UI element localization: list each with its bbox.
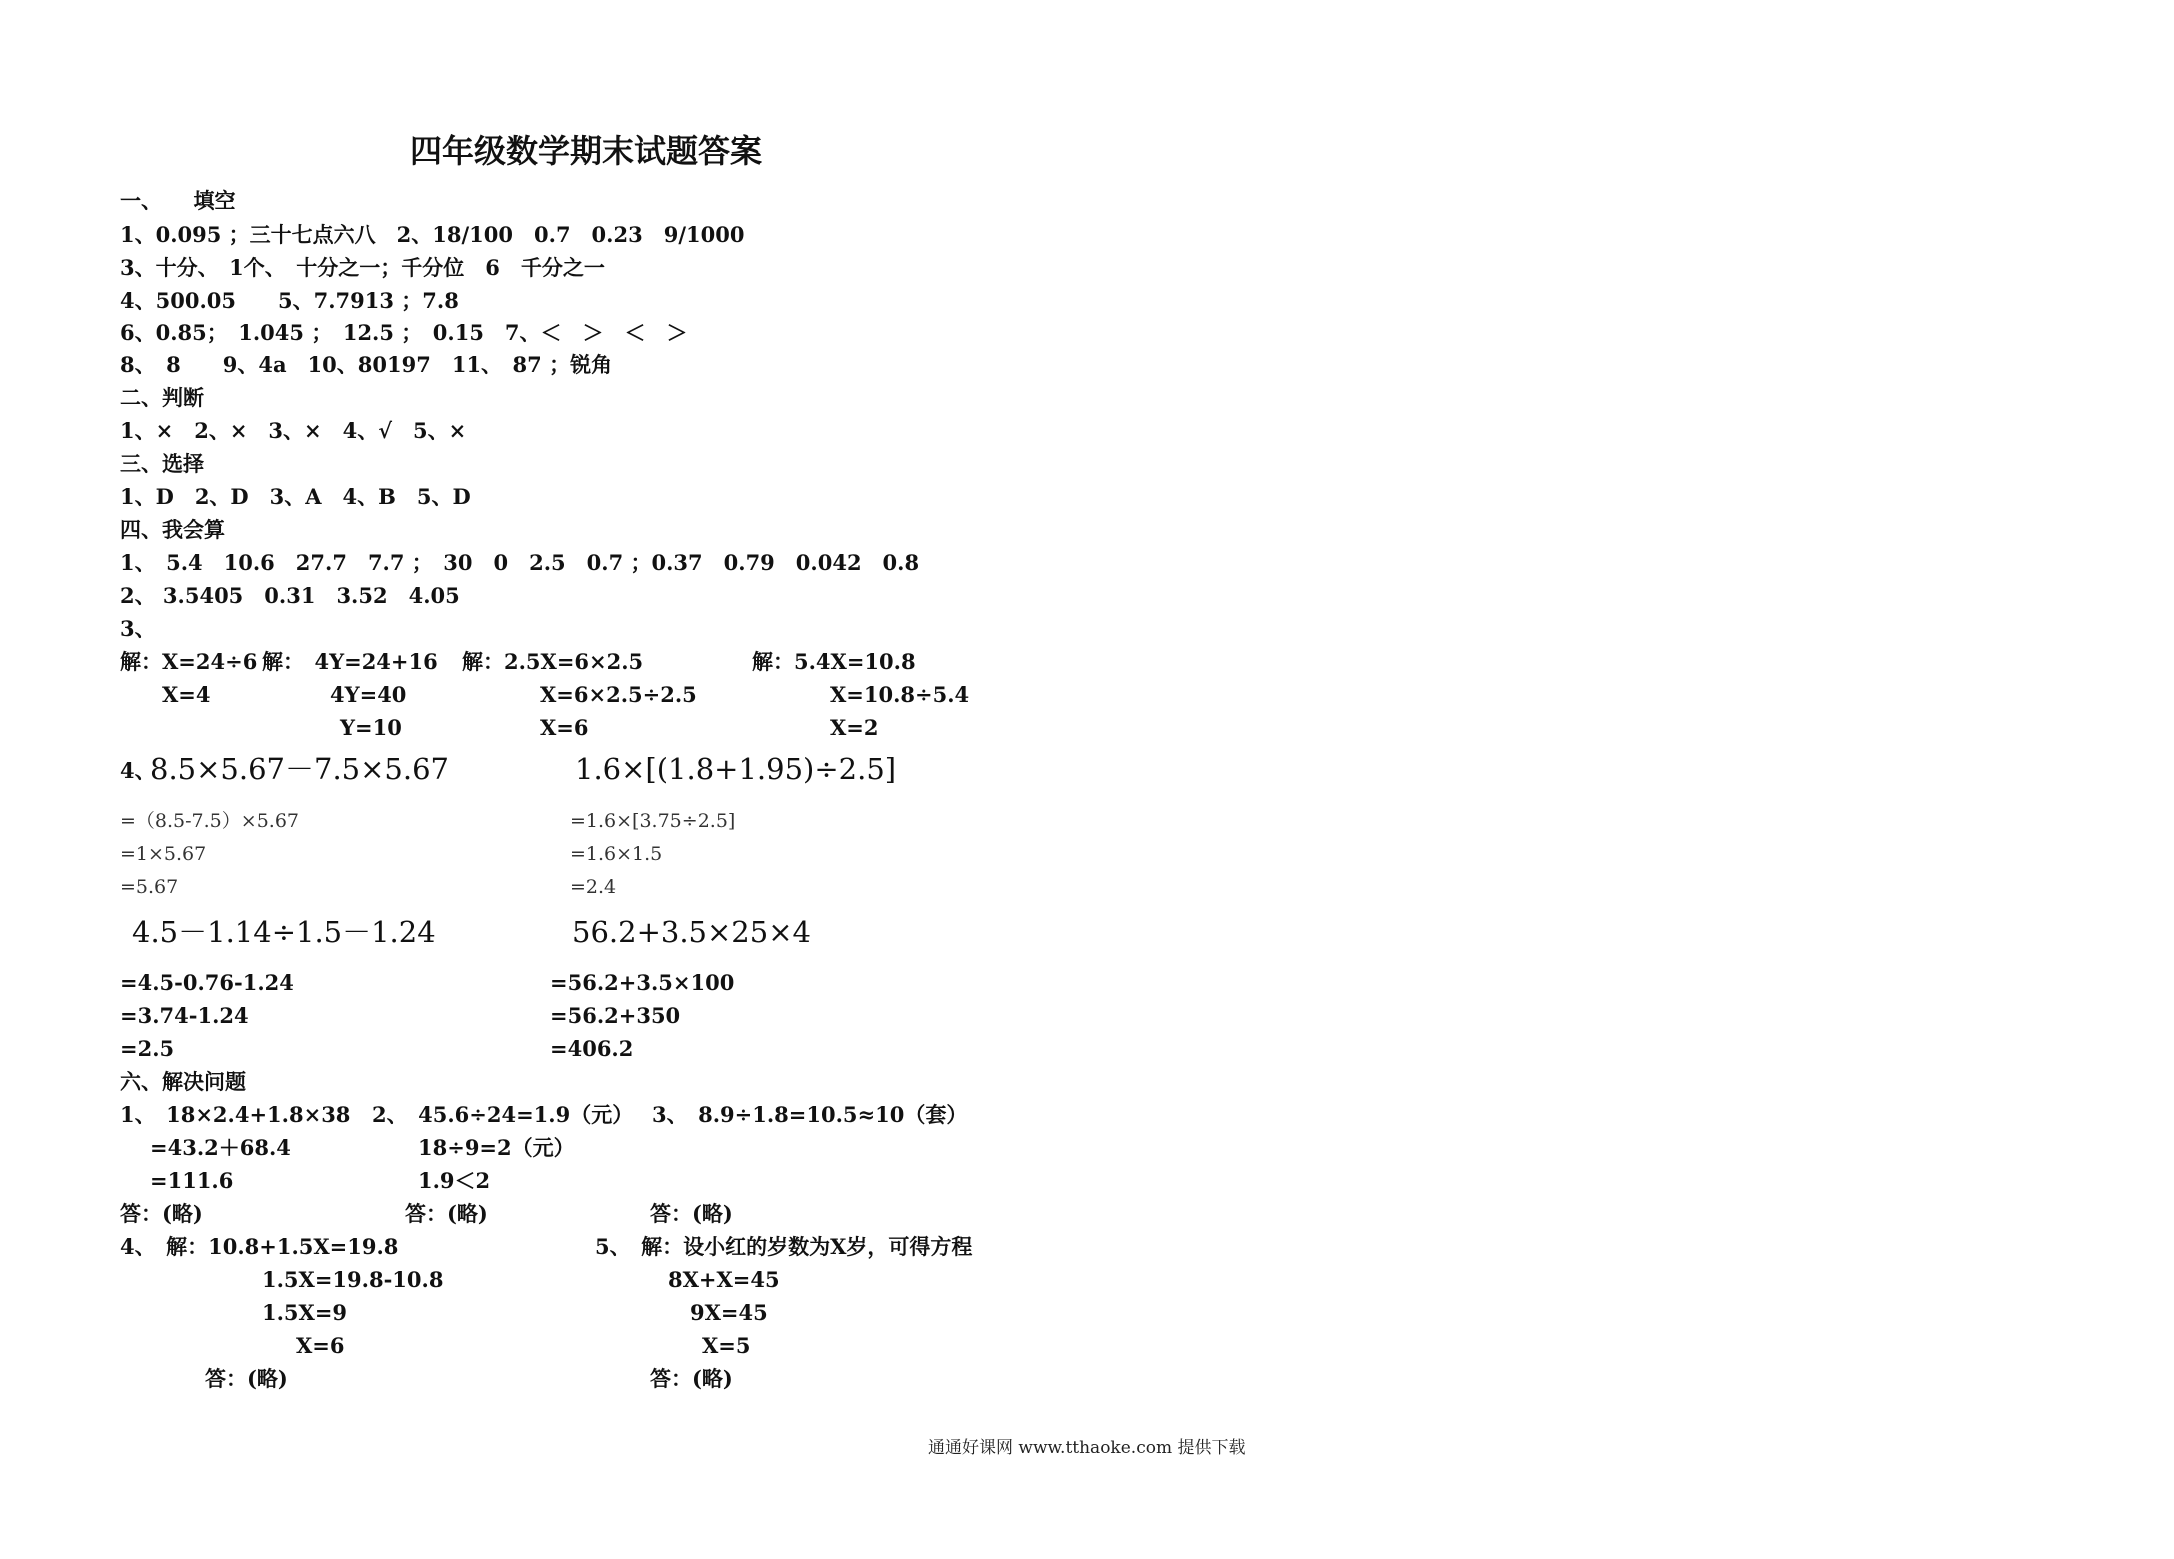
answer-omitted: 答：(略): [650, 1201, 733, 1226]
calc-prefix: 4、: [120, 758, 156, 783]
equation-a-line1: 解：X=24÷6: [120, 649, 258, 674]
problem-2-line1: 2、 45.6÷24=1.9（元）: [372, 1102, 634, 1127]
answer-line: 3、: [120, 616, 156, 641]
equation-c-line3: X=6: [540, 715, 589, 740]
section-calc-heading: 四、我会算: [120, 517, 225, 542]
problem-1-line1: 1、 18×2.4+1.8×38: [120, 1102, 351, 1127]
calc-step: =1.6×1.5: [570, 843, 663, 865]
section-problems-heading: 六、解决问题: [120, 1069, 246, 1094]
footer-credit: 通通好课网 www.tthaoke.com 提供下载: [928, 1438, 1246, 1458]
problem-4-line2: 1.5X=19.8-10.8: [262, 1267, 444, 1292]
answer-line: 1、× 2、× 3、× 4、√ 5、×: [120, 418, 467, 443]
problem-2-line2: 18÷9=2（元）: [418, 1135, 575, 1160]
equation-d-line1: 解：5.4X=10.8: [752, 649, 916, 674]
calc-step: =406.2: [550, 1036, 634, 1061]
calc-step: =5.67: [120, 876, 179, 898]
equation-b-line3: Y=10: [340, 715, 402, 740]
answer-omitted: 答：(略): [205, 1366, 288, 1391]
calc-step: =1.6×[3.75÷2.5]: [570, 810, 736, 832]
calc-expression-1: 8.5×5.67－7.5×5.67: [150, 752, 449, 786]
calc-step: =56.2+350: [550, 1003, 681, 1028]
problem-5-line3: 9X=45: [690, 1300, 768, 1325]
equation-b-line2: 4Y=40: [330, 682, 407, 707]
answer-line: 4、500.05 5、7.7913 ；7.8: [120, 288, 459, 313]
answer-omitted: 答：(略): [120, 1201, 203, 1226]
answer-omitted: 答：(略): [405, 1201, 488, 1226]
problem-4-line4: X=6: [296, 1333, 345, 1358]
problem-5-line4: X=5: [702, 1333, 751, 1358]
answer-line: 1、0.095 ；三十七点六八 2、18/100 0.7 0.23 9/1000: [120, 222, 745, 247]
problem-5-line2: 8X+X=45: [668, 1267, 780, 1292]
calc-step: =2.5: [120, 1036, 175, 1061]
page-title: 四年级数学期末试题答案: [410, 132, 763, 170]
answer-line: 6、0.85； 1.045 ； 12.5 ； 0.15 7、＜ ＞ ＜ ＞: [120, 320, 688, 345]
calc-step: =56.2+3.5×100: [550, 970, 735, 995]
calc-step: =3.74-1.24: [120, 1003, 249, 1028]
section-judge-heading: 二、判断: [120, 385, 204, 410]
calc-step: =（8.5-7.5）×5.67: [120, 810, 299, 832]
calc-step: =2.4: [570, 876, 617, 898]
section-choice-heading: 三、选择: [120, 451, 204, 476]
problem-2-line3: 1.9＜2: [418, 1168, 491, 1193]
section-fill-blank-heading: 一、 填空: [120, 188, 236, 213]
equation-d-line2: X=10.8÷5.4: [830, 682, 970, 707]
calc-step: =1×5.67: [120, 843, 207, 865]
equation-d-line3: X=2: [830, 715, 879, 740]
equation-b-line1: 解： 4Y=24+16: [262, 649, 438, 674]
equation-c-line1: 解：2.5X=6×2.5: [462, 649, 644, 674]
calc-expression-4: 56.2+3.5×25×4: [572, 915, 811, 949]
answer-line: 3、十分、 1个、 十分之一；千分位 6 千分之一: [120, 255, 605, 280]
answer-omitted: 答：(略): [650, 1366, 733, 1391]
calc-step: =4.5-0.76-1.24: [120, 970, 294, 995]
answer-line: 1、D 2、D 3、A 4、B 5、D: [120, 484, 471, 509]
problem-3-line1: 3、 8.9÷1.8=10.5≈10（套）: [652, 1102, 968, 1127]
answer-line: 1、 5.4 10.6 27.7 7.7 ； 30 0 2.5 0.7 ；0.37 0.79 0.042 0.8: [120, 550, 920, 575]
equation-c-line2: X=6×2.5÷2.5: [540, 682, 697, 707]
equation-a-line2: X=4: [162, 682, 211, 707]
problem-5-line1: 5、 解：设小红的岁数为X岁，可得方程: [595, 1234, 973, 1259]
answer-line: 8、 8 9、4a 10、80197 11、 87 ；锐角: [120, 352, 613, 377]
problem-1-line3: =111.6: [150, 1168, 234, 1193]
calc-expression-2: 1.6×[(1.8+1.95)÷2.5]: [575, 752, 897, 786]
problem-1-line2: =43.2＋68.4: [150, 1135, 291, 1160]
problem-4-line1: 4、 解：10.8+1.5X=19.8: [120, 1234, 399, 1259]
problem-4-line3: 1.5X=9: [262, 1300, 348, 1325]
answer-line: 2、 3.5405 0.31 3.52 4.05: [120, 583, 460, 608]
calc-expression-3: 4.5－1.14÷1.5－1.24: [132, 915, 436, 949]
